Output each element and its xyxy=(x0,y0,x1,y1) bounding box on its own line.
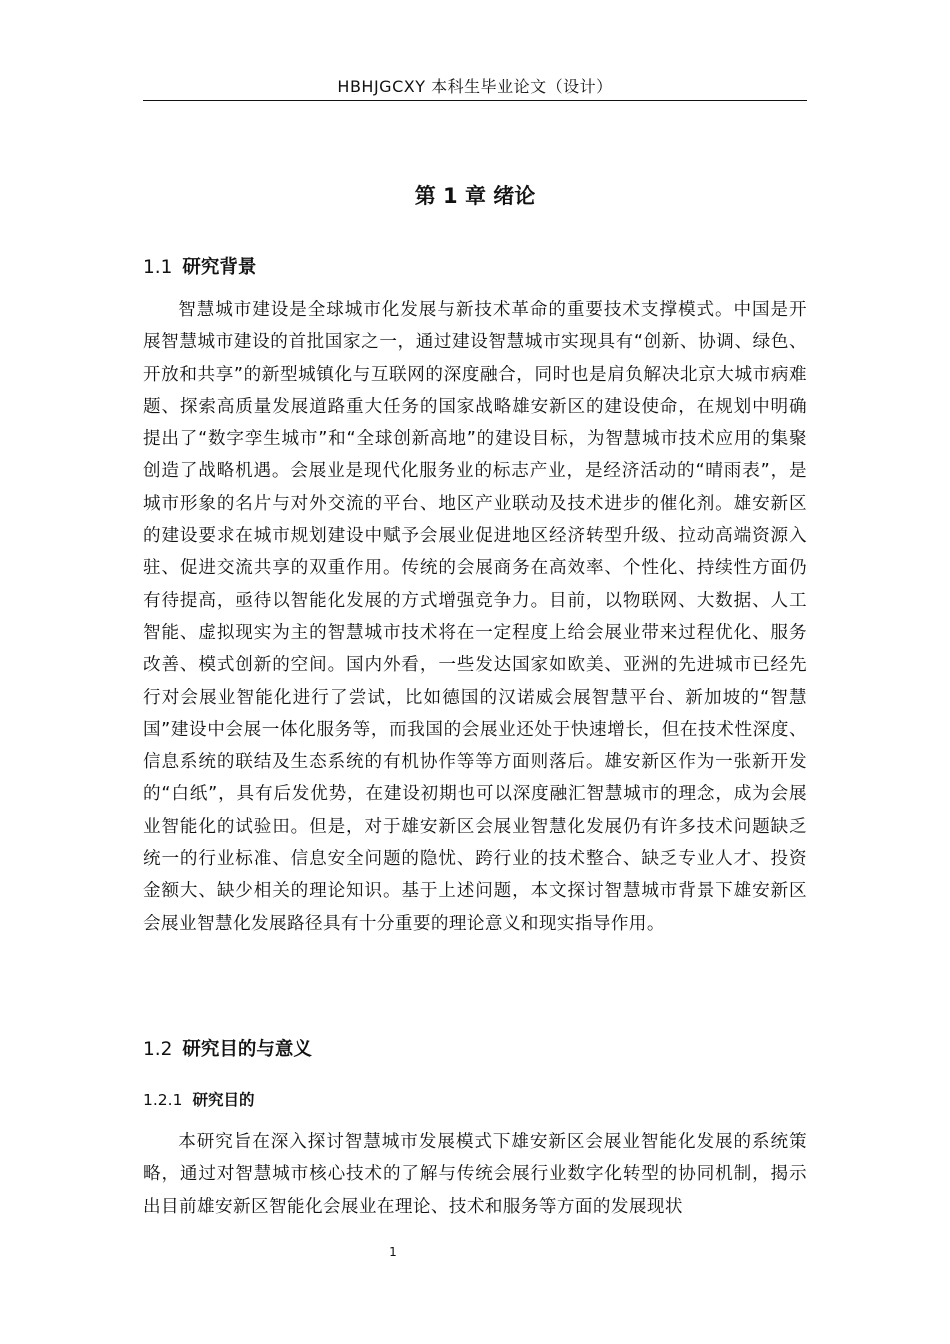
subsection-title: 研究目的 xyxy=(192,1091,255,1109)
chapter-title: 第 1 章 绪论 xyxy=(414,184,536,208)
running-header: HBHJGCXY 本科生毕业论文（设计） xyxy=(337,77,613,96)
page-number: 1 xyxy=(389,1245,397,1259)
body-paragraph-background: 智慧城市建设是全球城市化发展与新技术革命的重要技术支撑模式。中国是开展智慧城市建设的首批国家之一，通过建设智慧城市实现具有“创新、协调、绿色、开放和共享”的新型城镇化与互联网的深度融合，同时也是肩负解决北京大城市病难题、探索高质量发展道路重大任务的国家战略雄安新区的建设使命，在规划中明确提出了“数字孪生城市”和“全球创新高地”的建设目标，为智慧城市技术应用的集聚创造了战略机遇。会展业是现代化服务业的标志产业，是经济活动的“晴雨表”，是城市形象的名片与对外交流的平台、地区产业联动及技术进步的催化剂。雄安新区的建设要求在城市规划建设中赋予会展业促进地区经济转型升级、拉动高端资源入驻、促进交流共享的双重作用。传统的会展商务在高效率、个性化、持续性方面仍有待提高，亟待以智能化发展的方式增强竞争力。目前，以物联网、大数据、人工智能、虚拟现实为主的智慧城市技术将在一定程度上给会展业带来过程优化、服务改善、模式创新的空间。国内外看，一些发达国家如欧美、亚洲的先进城市已经先行对会展业智能化进行了尝试，比如德国的汉诺威会展智慧平台、新加坡的“智慧国”建设中会展一体化服务等，而我国的会展业还处于快速增长，但在技术性深度、信息系统的联结及生态系统的有机协作等等方面则落后。雄安新区作为一张新开发的“白纸”，具有后发优势，在建设初期也可以深度融汇智慧城市的理念，成为会展业智能化的试验田。但是，对于雄安新区会展业智慧化发展仍有许多技术问题缺乏统一的行业标准、信息安全问题的隐忧、跨行业的技术整合、缺乏专业人才、投资金额大、缺少相关的理论知识。基于上述问题，本文探讨智慧城市背景下雄安新区会展业智慧化发展路径具有十分重要的理论意义和现实指导作用。 xyxy=(143,300,807,934)
subsection-number: 1.2.1 xyxy=(143,1091,183,1109)
section-number: 1.2 xyxy=(143,1039,173,1060)
section-number: 1.1 xyxy=(143,257,173,278)
section-heading-1-1 xyxy=(143,255,256,281)
body-paragraph-purpose: 本研究旨在深入探讨智慧城市发展模式下雄安新区会展业智能化发展的系统策略，通过对智慧城市核心技术的了解与传统会展行业数字化转型的协同机制，揭示出目前雄安新区智能化会展业在理论、技术和服务等方面的发展现状 xyxy=(143,1132,807,1217)
header-divider xyxy=(143,100,807,101)
section-title: 研究背景 xyxy=(182,257,257,278)
section-heading-1-2 xyxy=(143,1037,312,1063)
section-title: 研究目的与意义 xyxy=(182,1039,312,1060)
subsection-heading-1-2-1 xyxy=(143,1089,254,1111)
